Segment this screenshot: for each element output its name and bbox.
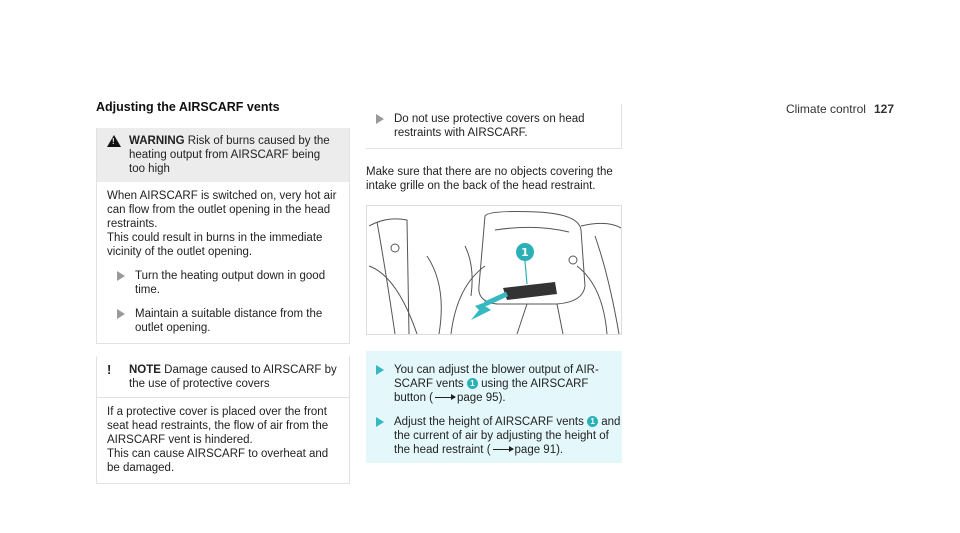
warning-step-text: Turn the heating output down in good time. [135,270,326,296]
warning-icon [107,134,121,176]
warning-step [117,307,339,335]
note-header [97,357,349,398]
step1-part-a: You can adjust the blower output of AIR-SCARF vents [394,364,599,390]
note-title-text: Damage caused to AIRSCARF by the use of protective covers [129,364,337,390]
step2-page-link[interactable]: page 91). [514,444,564,456]
warning-box [96,128,350,344]
note-label: NOTE [129,364,161,376]
step-arrow-icon [376,417,384,427]
callout-badge: 1 [587,416,598,427]
warning-continuation [366,104,622,149]
page-reference-arrow-icon [435,397,455,398]
instruction-steps [366,351,622,463]
step-blower [376,363,622,405]
note-text-2: This can cause AIRSCARF to overheat and be damaged. [107,448,329,474]
step-blower-text [394,363,622,405]
warning-header [97,128,349,182]
step-height-text [394,415,622,457]
warning-title [129,134,339,176]
step-arrow-icon [117,271,125,281]
note-title [129,363,339,391]
warning-step-text: Maintain a suitable distance from the outlet opening. [135,308,323,334]
step-arrow-icon [376,114,384,124]
page-reference-arrow-icon [493,449,513,450]
warning-step [117,269,339,297]
step-arrow-icon [376,365,384,375]
callout-badge: 1 [467,378,478,389]
top-step [376,112,611,140]
headrest-drawing [367,206,621,334]
note-body [97,398,349,483]
left-column [96,100,350,496]
note-box [96,356,350,484]
page-number: 127 [873,102,894,116]
headrest-illustration [366,205,622,335]
intake-paragraph: Make sure that there are no objects covering the intake grille on the back of the head restraint. [366,166,613,192]
step1-page-link[interactable]: page 95). [457,392,506,404]
section-title: Climate control [785,102,866,116]
right-column [366,104,622,463]
section-heading: Adjusting the AIRSCARF vents [96,100,280,114]
note-text-1: If a protective cover is placed over the front seat head restraints, the flow of air from the AIRSCARF vent is hindered. [107,406,329,446]
note-icon: ! [107,362,112,377]
callout-1-number: 1 [521,246,529,259]
top-step-text: Do not use protective covers on head restraints with AIRSCARF. [394,113,585,139]
step-arrow-icon [117,309,125,319]
warning-title-text: Risk of burns caused by the heating output from AIRSCARF being too high [129,135,330,175]
step2-part-a: Adjust the height of AIRSCARF vents [394,416,584,428]
step-height [376,415,622,457]
warning-text-2: This could result in burns in the immediate vicinity of the outlet opening. [107,232,323,258]
warning-text-1: When AIRSCARF is switched on, very hot air can flow from the outlet opening in the head restraints. [107,190,337,230]
page-header [786,102,894,116]
warning-body [97,182,349,343]
step2-part-b: and the current of air by adjusting the height of the head restraint ( [394,416,621,456]
step1-part-b: using the AIRSCARF button ( [394,378,589,404]
warning-label: WARNING [129,135,185,147]
